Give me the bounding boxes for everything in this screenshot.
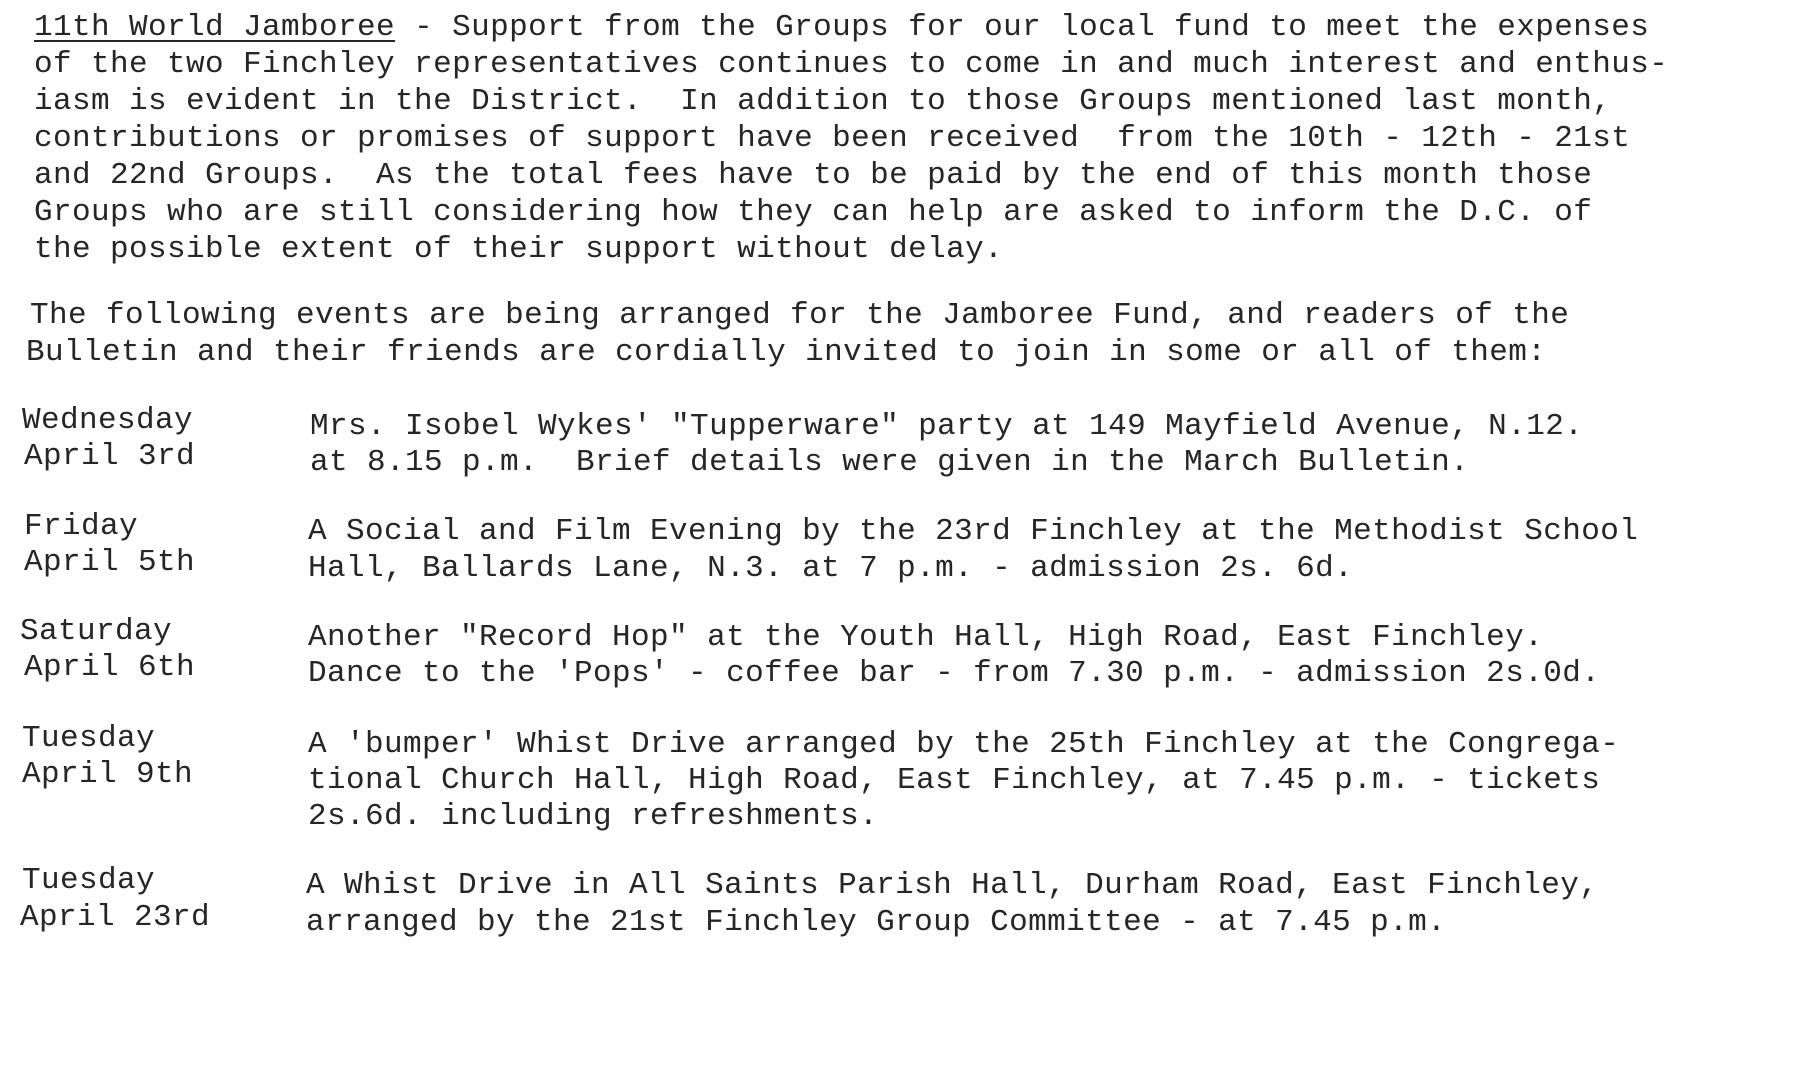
event-description-line: Dance to the 'Pops' - coffee bar - from 7.30 p.m. - admission 2s.0d. <box>308 656 1601 691</box>
event-day: Saturday <box>20 614 173 649</box>
event-date: April 23rd <box>20 900 211 935</box>
invitation-line: Bulletin and their friends are cordially invited to join in some or all of them: <box>26 335 1547 370</box>
event-day: Tuesday <box>22 863 156 898</box>
event-date: April 3rd <box>24 439 196 474</box>
event-description-line: Mrs. Isobel Wykes' "Tupperware" party at 149 Mayfield Avenue, N.12. <box>310 409 1584 444</box>
event-description-line: Another "Record Hop" at the Youth Hall, High Road, East Finchley. <box>308 620 1544 655</box>
event-date: April 9th <box>22 757 194 792</box>
intro-line: of the two Finchley representatives continues to come in and much interest and enthus- <box>34 47 1669 82</box>
event-description-line: A 'bumper' Whist Drive arranged by the 25th Finchley at the Congrega- <box>308 727 1620 762</box>
event-description-line: at 8.15 p.m. Brief details were given in the March Bulletin. <box>310 445 1470 480</box>
intro-line: the possible extent of their support without delay. <box>34 232 1004 267</box>
invitation-line: The following events are being arranged for the Jamboree Fund, and readers of the <box>30 298 1570 333</box>
intro-line: Groups who are still considering how they can help are asked to inform the D.C. of <box>34 195 1593 230</box>
event-date: April 5th <box>24 545 196 580</box>
event-description-line: A Whist Drive in All Saints Parish Hall, Durham Road, East Finchley, <box>306 868 1599 903</box>
intro-line-1-rest: - Support from the Groups for our local fund to meet the expenses <box>395 10 1650 45</box>
event-day: Wednesday <box>22 403 194 438</box>
event-day: Tuesday <box>22 721 156 756</box>
event-day: Friday <box>24 509 139 544</box>
event-description-line: 2s.6d. including refreshments. <box>308 799 879 834</box>
intro-line: iasm is evident in the District. In addition to those Groups mentioned last month, <box>34 84 1612 119</box>
intro-line: contributions or promises of support have been received from the 10th - 12th - 21st <box>34 121 1631 156</box>
event-date: April 6th <box>24 650 196 685</box>
event-description-line: Hall, Ballards Lane, N.3. at 7 p.m. - admission 2s. 6d. <box>308 551 1354 586</box>
event-description-line: arranged by the 21st Finchley Group Committee - at 7.45 p.m. <box>306 905 1447 940</box>
section-title: 11th World Jamboree <box>34 10 396 45</box>
intro-line-1 <box>34 10 1649 46</box>
event-description-line: tional Church Hall, High Road, East Finchley, at 7.45 p.m. - tickets <box>308 763 1601 798</box>
event-description-line: A Social and Film Evening by the 23rd Finchley at the Methodist School <box>308 514 1639 549</box>
intro-line: and 22nd Groups. As the total fees have to be paid by the end of this month those <box>34 158 1593 193</box>
